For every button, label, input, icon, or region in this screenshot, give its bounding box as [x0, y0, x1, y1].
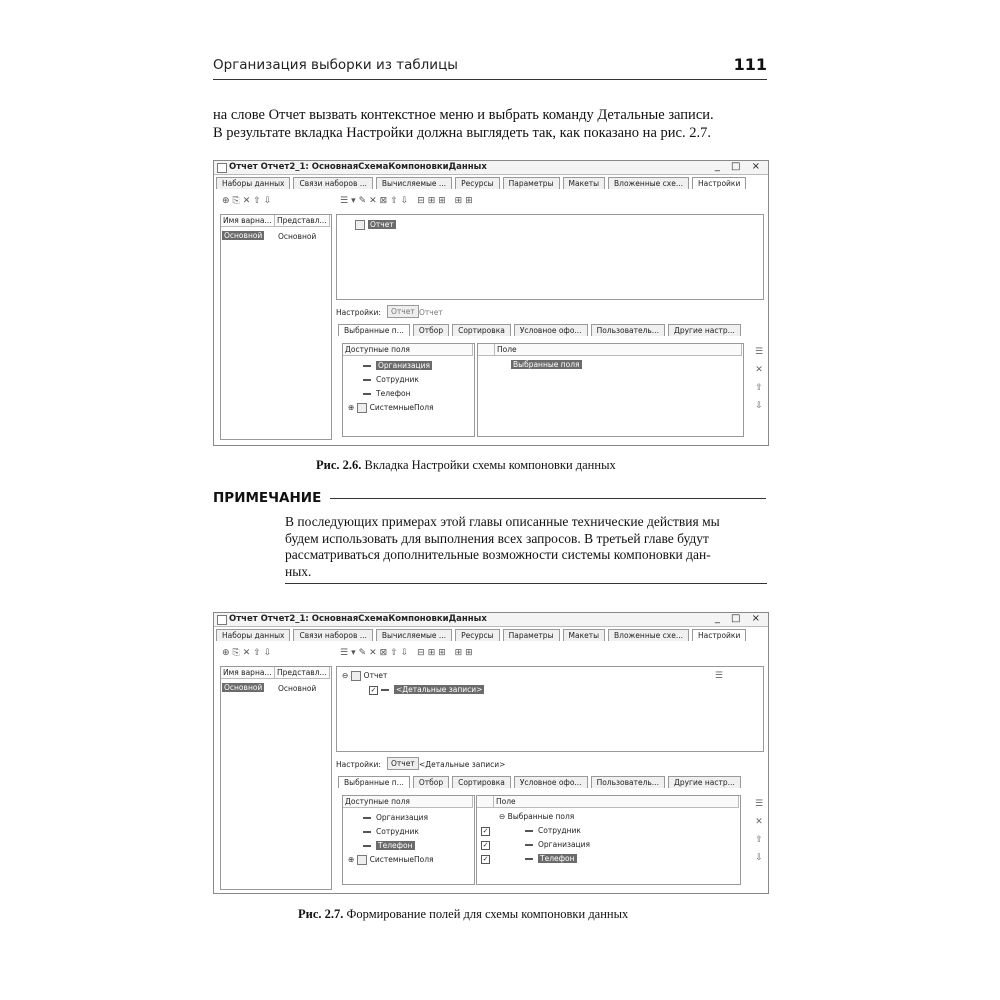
figure-1-caption: Рис. 2.6. Вкладка Настройки схемы компоновки данных	[316, 458, 616, 472]
move-toolbar-icon[interactable]: ☰ ✕ ⇧ ⇩	[754, 799, 764, 863]
variants-toolbar-icon[interactable]: ⊕⎘✕⇧⇩	[222, 648, 275, 658]
note-heading: ПРИМЕЧАНИЕ	[213, 490, 322, 506]
intro-line-1: на слове Отчет вызвать контекстное меню и выбрать команду Детальные записи.	[213, 107, 714, 123]
variant-repr: Основной	[278, 232, 317, 241]
running-head	[213, 57, 767, 80]
tab-datasets[interactable]: Наборы данных	[216, 177, 290, 189]
report-icon	[351, 671, 361, 681]
selected-field-group[interactable]: ⊖ Выбранные поля	[499, 812, 575, 821]
field-icon	[363, 845, 371, 847]
field-icon	[525, 858, 533, 860]
variants-col-name[interactable]: Имя варна...	[221, 215, 275, 227]
collapse-icon[interactable]: ⊖	[342, 671, 351, 680]
variants-toolbar-icon[interactable]: ⊕⎘✕⇧⇩	[222, 196, 275, 206]
available-field[interactable]: Сотрудник	[363, 826, 419, 838]
checkbox-checked-icon[interactable]: ✓	[482, 826, 489, 835]
expand-icon[interactable]: ⊕	[348, 403, 357, 412]
available-field-group[interactable]: ⊕ СистемныеПоля	[348, 403, 434, 412]
subtab-selected[interactable]: Выбранные п...	[338, 324, 410, 336]
variants-col-repr[interactable]: Представл...	[275, 667, 330, 679]
subtab-conditional[interactable]: Условное офо...	[514, 324, 588, 336]
subtab-sort[interactable]: Сортировка	[452, 324, 511, 336]
available-fields-header: Доступные поля	[343, 344, 473, 356]
note-line: рассматриваться дополнительные возможности системы компоновки дан-	[285, 547, 711, 562]
structure-tree	[336, 214, 764, 300]
available-field[interactable]: Сотрудник	[363, 374, 419, 386]
tab-resources[interactable]: Ресурсы	[455, 177, 500, 189]
subtab-filter[interactable]: Отбор	[413, 776, 449, 788]
subtab-user[interactable]: Пользователь...	[591, 776, 665, 788]
intro-line-2: В результате вкладка Настройки должна выглядеть так, как показано на рис. 2.7.	[213, 125, 711, 141]
selected-field-group[interactable]: Выбранные поля	[513, 360, 580, 369]
chapter-title: Организация выборки из таблицы	[213, 57, 458, 73]
check-col-header	[478, 344, 495, 356]
available-field-group[interactable]: ⊕ СистемныеПоля	[348, 855, 434, 864]
tree-node-detail-records[interactable]: ✓ <Детальные записи>	[370, 685, 483, 694]
settings-toolbar-icon[interactable]: ☰▾✎✕⊠⇧⇩ ⊟⊞⊞ ⊞⊞	[340, 648, 476, 658]
window-titlebar	[214, 613, 768, 627]
field-icon	[525, 830, 533, 832]
folder-icon	[357, 855, 367, 865]
selected-field[interactable]: Телефон	[525, 853, 577, 865]
records-icon	[381, 689, 389, 691]
variants-col-repr[interactable]: Представл...	[275, 215, 330, 227]
main-tabs	[216, 629, 749, 641]
tab-calculated[interactable]: Вычисляемые ...	[376, 177, 452, 189]
field-icon	[525, 844, 533, 846]
settings-label: Настройки:	[336, 308, 381, 317]
window-icon	[217, 615, 227, 625]
settings-value: <Детальные записи>	[419, 760, 506, 769]
structure-tree	[336, 666, 764, 752]
variant-repr: Основной	[278, 684, 317, 693]
selected-fields-header: Поле	[495, 344, 742, 356]
selected-field-checkbox[interactable]	[481, 839, 490, 851]
available-field[interactable]: Организация	[363, 812, 428, 824]
note-divider	[330, 498, 766, 499]
subtab-conditional[interactable]: Условное офо...	[514, 776, 588, 788]
tab-nested[interactable]: Вложенные схе...	[608, 629, 689, 641]
tab-layouts[interactable]: Макеты	[563, 629, 606, 641]
selected-field[interactable]: Организация	[525, 839, 590, 851]
window-controls[interactable]: _ □ ×	[714, 613, 764, 624]
subtab-other[interactable]: Другие настр...	[668, 776, 741, 788]
selected-field-checkbox[interactable]	[481, 853, 490, 865]
tab-nested[interactable]: Вложенные схе...	[608, 177, 689, 189]
subtab-other[interactable]: Другие настр...	[668, 324, 741, 336]
tab-resources[interactable]: Ресурсы	[455, 629, 500, 641]
tab-parameters[interactable]: Параметры	[503, 177, 560, 189]
field-icon	[363, 831, 371, 833]
check-col-header	[477, 796, 494, 808]
window-title: Отчет Отчет2_1: ОсновнаяСхемаКомпоновкиДанных	[229, 162, 487, 172]
selected-field-checkbox[interactable]	[481, 825, 490, 837]
subtab-filter[interactable]: Отбор	[413, 324, 449, 336]
settings-value: Отчет	[419, 308, 443, 317]
field-icon	[363, 393, 371, 395]
main-tabs	[216, 177, 749, 189]
move-toolbar-icon[interactable]: ☰ ✕ ⇧ ⇩	[754, 347, 764, 411]
figure-2-caption: Рис. 2.7. Формирование полей для схемы компоновки данных	[298, 907, 629, 921]
note-line: ных.	[285, 563, 312, 579]
selected-fields-panel	[476, 795, 741, 885]
variants-list	[220, 214, 332, 440]
selected-field[interactable]: Сотрудник	[525, 825, 581, 837]
variant-name[interactable]: Основной	[224, 231, 263, 240]
selected-fields-panel	[477, 343, 744, 437]
report-icon	[355, 220, 365, 230]
subtab-sort[interactable]: Сортировка	[452, 776, 511, 788]
checkbox-checked-icon[interactable]: ✓	[482, 854, 489, 863]
tab-parameters[interactable]: Параметры	[503, 629, 560, 641]
tab-settings[interactable]: Настройки	[692, 629, 746, 641]
field-icon	[363, 365, 371, 367]
intro-paragraph	[213, 106, 769, 142]
subtab-user[interactable]: Пользователь...	[591, 324, 665, 336]
available-fields-panel	[342, 343, 475, 437]
checkbox-checked-icon[interactable]: ✓	[370, 685, 377, 694]
selected-fields-header: Поле	[494, 796, 739, 808]
tab-layouts[interactable]: Макеты	[563, 177, 606, 189]
window-title: Отчет Отчет2_1: ОсновнаяСхемаКомпоновкиДанных	[229, 614, 487, 624]
settings-label: Настройки:	[336, 760, 381, 769]
tab-links[interactable]: Связи наборов ...	[293, 177, 372, 189]
window-controls[interactable]: _ □ ×	[714, 161, 764, 172]
tree-toolbar-icon[interactable]: ☰	[714, 671, 723, 681]
field-icon	[363, 817, 371, 819]
window-icon	[217, 163, 227, 173]
note-line: будем использовать для выполнения всех запросов. В третьей главе будут	[285, 530, 709, 546]
available-field[interactable]: Телефон	[363, 388, 411, 400]
variants-col-name[interactable]: Имя варна...	[221, 667, 275, 679]
variants-list	[220, 666, 332, 890]
tab-calculated[interactable]: Вычисляемые ...	[376, 629, 452, 641]
folder-icon	[357, 403, 367, 413]
subtab-selected[interactable]: Выбранные п...	[338, 776, 410, 788]
settings-subtabs	[338, 324, 744, 336]
figure-2-window	[213, 612, 769, 894]
available-fields-header: Доступные поля	[343, 796, 473, 808]
available-field[interactable]: Организация	[363, 360, 432, 372]
variant-name[interactable]: Основной	[224, 683, 263, 692]
field-icon	[363, 379, 371, 381]
tab-datasets[interactable]: Наборы данных	[216, 629, 290, 641]
available-fields-panel	[342, 795, 475, 885]
available-field[interactable]: Телефон	[363, 840, 415, 852]
note-bottom-rule	[285, 583, 767, 584]
figure-1-window	[213, 160, 769, 446]
note-line: В последующих примерах этой главы описанные технические действия мы	[285, 514, 720, 529]
tab-links[interactable]: Связи наборов ...	[293, 629, 372, 641]
settings-report-button[interactable]: Отчет	[387, 757, 419, 770]
collapse-icon[interactable]: ⊖	[499, 812, 508, 821]
note-body	[285, 514, 767, 580]
checkbox-checked-icon[interactable]: ✓	[482, 840, 489, 849]
window-titlebar	[214, 161, 768, 175]
tree-node-report[interactable]: ⊖ Отчет	[342, 671, 388, 680]
tab-settings[interactable]: Настройки	[692, 177, 746, 189]
settings-report-button[interactable]: Отчет	[387, 305, 419, 318]
settings-toolbar-icon[interactable]: ☰▾✎✕⊠⇧⇩ ⊟⊞⊞ ⊞⊞	[340, 196, 476, 206]
tree-node-report[interactable]: Отчет	[355, 220, 396, 230]
expand-icon[interactable]: ⊕	[348, 855, 357, 864]
page-number: 111	[733, 55, 767, 74]
settings-subtabs	[338, 776, 744, 788]
